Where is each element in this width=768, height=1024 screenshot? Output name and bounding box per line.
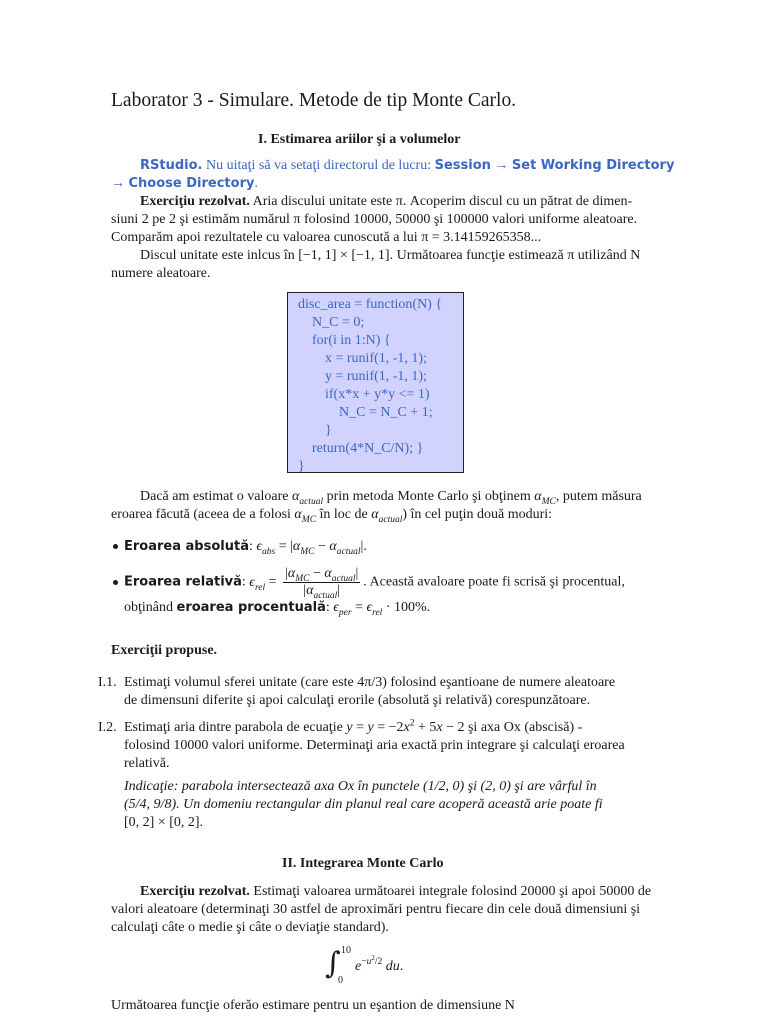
- code-line: N_C = N_C + 1;: [339, 405, 433, 420]
- page-title: Laborator 3 - Simulare. Metode de tip Monte Carlo.: [111, 90, 517, 111]
- bullet-absolute-error: Eroarea absolută: $\epsilon_{abs} = |\alpha_{MC} - \alpha_{actual}|$.: [124, 539, 367, 557]
- disc-line-2: numere aleatoare.: [111, 266, 211, 281]
- proposed-heading: Exerciţii propuse.: [111, 643, 218, 658]
- arrow-icon: →: [494, 158, 509, 173]
- bullet-relative-line-2: obţinând eroarea procentuală: $\epsilon_{per} = \epsilon_{rel} \cdot 100\%$.: [124, 600, 431, 618]
- rstudio-line-2: → Choose Directory.: [111, 176, 258, 191]
- ex2-hint-2: (5/4, 9/8). Un domeniu rectangular din planul real care acoperă această arie poate fi: [124, 797, 603, 812]
- ex2-line-2: folosind 10000 valori uniforme. Determinaţi aria exactă prin integrare şi calculaţi eroarea: [124, 738, 625, 753]
- integral-expression: $e^{-u^2/2}$ du.: [355, 954, 404, 974]
- choose-directory-link[interactable]: Choose Directory: [128, 176, 255, 191]
- bullet-marker: [113, 544, 118, 549]
- code-line: x = runif(1, -1, 1);: [325, 351, 427, 366]
- solved1-line-1: Exerciţiu rezolvat. Aria discului unitate este π. Acoperim discul cu un pătrat de dimen-: [140, 194, 633, 209]
- ex2-line-3: relativă.: [124, 756, 170, 771]
- integral-sign: ∫: [325, 946, 341, 981]
- code-line: }: [325, 423, 332, 438]
- solved2-line-1: Exerciţiu rezolvat. Estimaţi valoarea următoarei integrale folosind 20000 şi apoi 50000 de: [140, 884, 652, 899]
- code-line: y = runif(1, -1, 1);: [325, 369, 427, 384]
- rstudio-line-1: [140, 157, 674, 175]
- error-para-line-2: eroarea făcută (aceea de a folosi $\alpha_{MC}$ în loc de $\alpha_{actual}$) în cel puţin două moduri:: [111, 507, 553, 525]
- bullet-marker: [113, 580, 118, 585]
- section-heading-2: II. Integrarea Monte Carlo: [282, 856, 444, 871]
- rstudio-text: Nu uitaţi să va setaţi directorul de lucru:: [205, 158, 432, 173]
- code-line: }: [298, 459, 305, 474]
- ex2-line-1: Estimaţi aria dintre parabola de ecuaţie $y = y = -2x^2 + 5x - 2$ şi axa Ox (abscisă) -: [124, 718, 583, 735]
- code-line: if(x*x + y*y <= 1): [325, 387, 430, 402]
- ex1-number: I.1.: [98, 675, 117, 690]
- solved1-line-2: siuni 2 pe 2 şi estimăm numărul π folosind 10000, 50000 şi 100000 valori uniforme aleatoare.: [111, 212, 638, 227]
- bullet-relative-error: Eroarea relativă: $\epsilon_{rel}$ = $\frac{|\alpha_{MC} - \alpha_{actual}|}{|\alpha_{actual}|}$ . Această avaloare poate fi scrisă şi procentual,: [124, 566, 625, 601]
- relative-error-fraction: $\frac{|\alpha_{MC} - \alpha_{actual}|}{|\alpha_{actual}|}$: [285, 566, 359, 601]
- ex2-number: I.2.: [98, 720, 117, 735]
- last-line: Următoarea funcţie oferăo estimare pentru un eşantion de dimensiune N: [111, 998, 515, 1013]
- arrow-icon: →: [111, 176, 125, 191]
- code-block: [287, 292, 464, 473]
- ex1-line-2: de dimensuni diferite şi apoi calculaţi erorile (absolută şi relativă) corespunzătoare.: [124, 693, 591, 708]
- code-line: for(i in 1:N) {: [312, 333, 391, 348]
- error-para-line-1: Dacă am estimat o valoare $\alpha_{actual}$ prin metoda Monte Carlo şi obţinem $\alpha_{MC}$, putem măsura: [140, 489, 642, 507]
- solved2-line-3: calculaţi câte o medie şi câte o deviaţie standard).: [111, 920, 389, 935]
- disc-line-1: Discul unitate este inlcus în [−1, 1] × [−1, 1]. Următoarea funcţie estimează π utilizând N: [140, 248, 641, 263]
- absolute-error-formula: $\epsilon_{abs} = |\alpha_{MC} - \alpha_{actual}|$.: [256, 539, 367, 557]
- section-heading-1: I. Estimarea ariilor şi a volumelor: [258, 132, 461, 147]
- integral-upper-limit: 10: [341, 945, 351, 956]
- session-menu-link[interactable]: Session: [434, 158, 491, 173]
- code-line: return(4*N_C/N); }: [312, 441, 424, 456]
- solved1-line-3: Comparăm apoi rezultatele cu valoarea cunoscută a lui π = 3.14159265358...: [111, 230, 542, 245]
- ex2-hint-3: [0, 2] × [0, 2].: [124, 815, 204, 830]
- code-line: N_C = 0;: [312, 315, 365, 330]
- ex1-line-1: Estimaţi volumul sferei unitate (care este 4π/3) folosind eşantioane de numere aleatoare: [124, 675, 616, 690]
- integral-lower-limit: 0: [338, 975, 343, 986]
- set-working-directory-link[interactable]: Set Working Directory: [511, 158, 675, 173]
- ex2-hint-1: Indicaţie: parabola intersectează axa Ox în punctele (1/2, 0) şi (2, 0) şi are vârful în: [124, 779, 597, 794]
- solved2-line-2: valori aleatoare (determinaţi 30 astfel de aproximări pentru fiecare din cele două dimensiuni şi: [111, 902, 641, 917]
- code-line: disc_area = function(N) {: [298, 297, 443, 312]
- rstudio-label: RStudio.: [140, 158, 203, 173]
- solved1-label: Exerciţiu rezolvat.: [140, 194, 250, 209]
